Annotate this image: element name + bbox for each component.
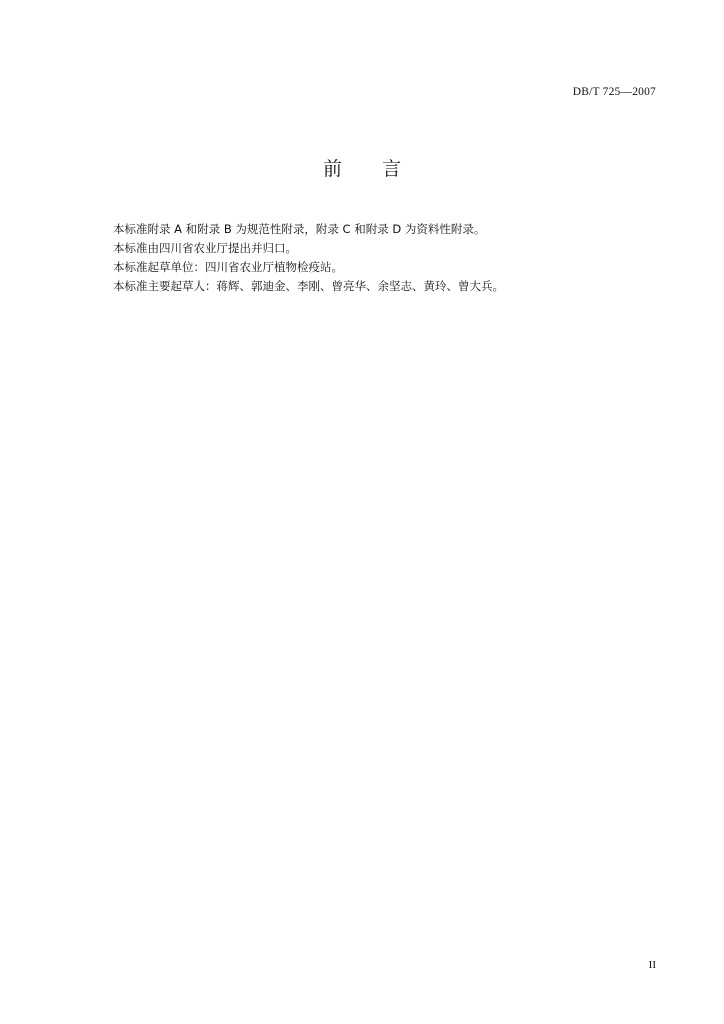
page-number: II xyxy=(648,959,656,971)
page-title: 前言 xyxy=(322,158,441,180)
paragraph-drafting-unit: 本标准起草单位：四川省农业厅植物检疫站。 xyxy=(113,260,343,274)
paragraph-appendix: 本标准附录 A 和附录 B 为规范性附录，附录 C 和附录 D 为资料性附录。 xyxy=(113,222,486,236)
foreword-body xyxy=(113,220,653,296)
paragraph-drafters: 本标准主要起草人：蒋辉、郭迪金、李刚、曾亮华、余坚志、黄玲、曾大兵。 xyxy=(113,279,504,293)
paragraph-proposer: 本标准由四川省农业厅提出并归口。 xyxy=(113,241,297,255)
document-code: DB/T 725—2007 xyxy=(572,86,656,98)
